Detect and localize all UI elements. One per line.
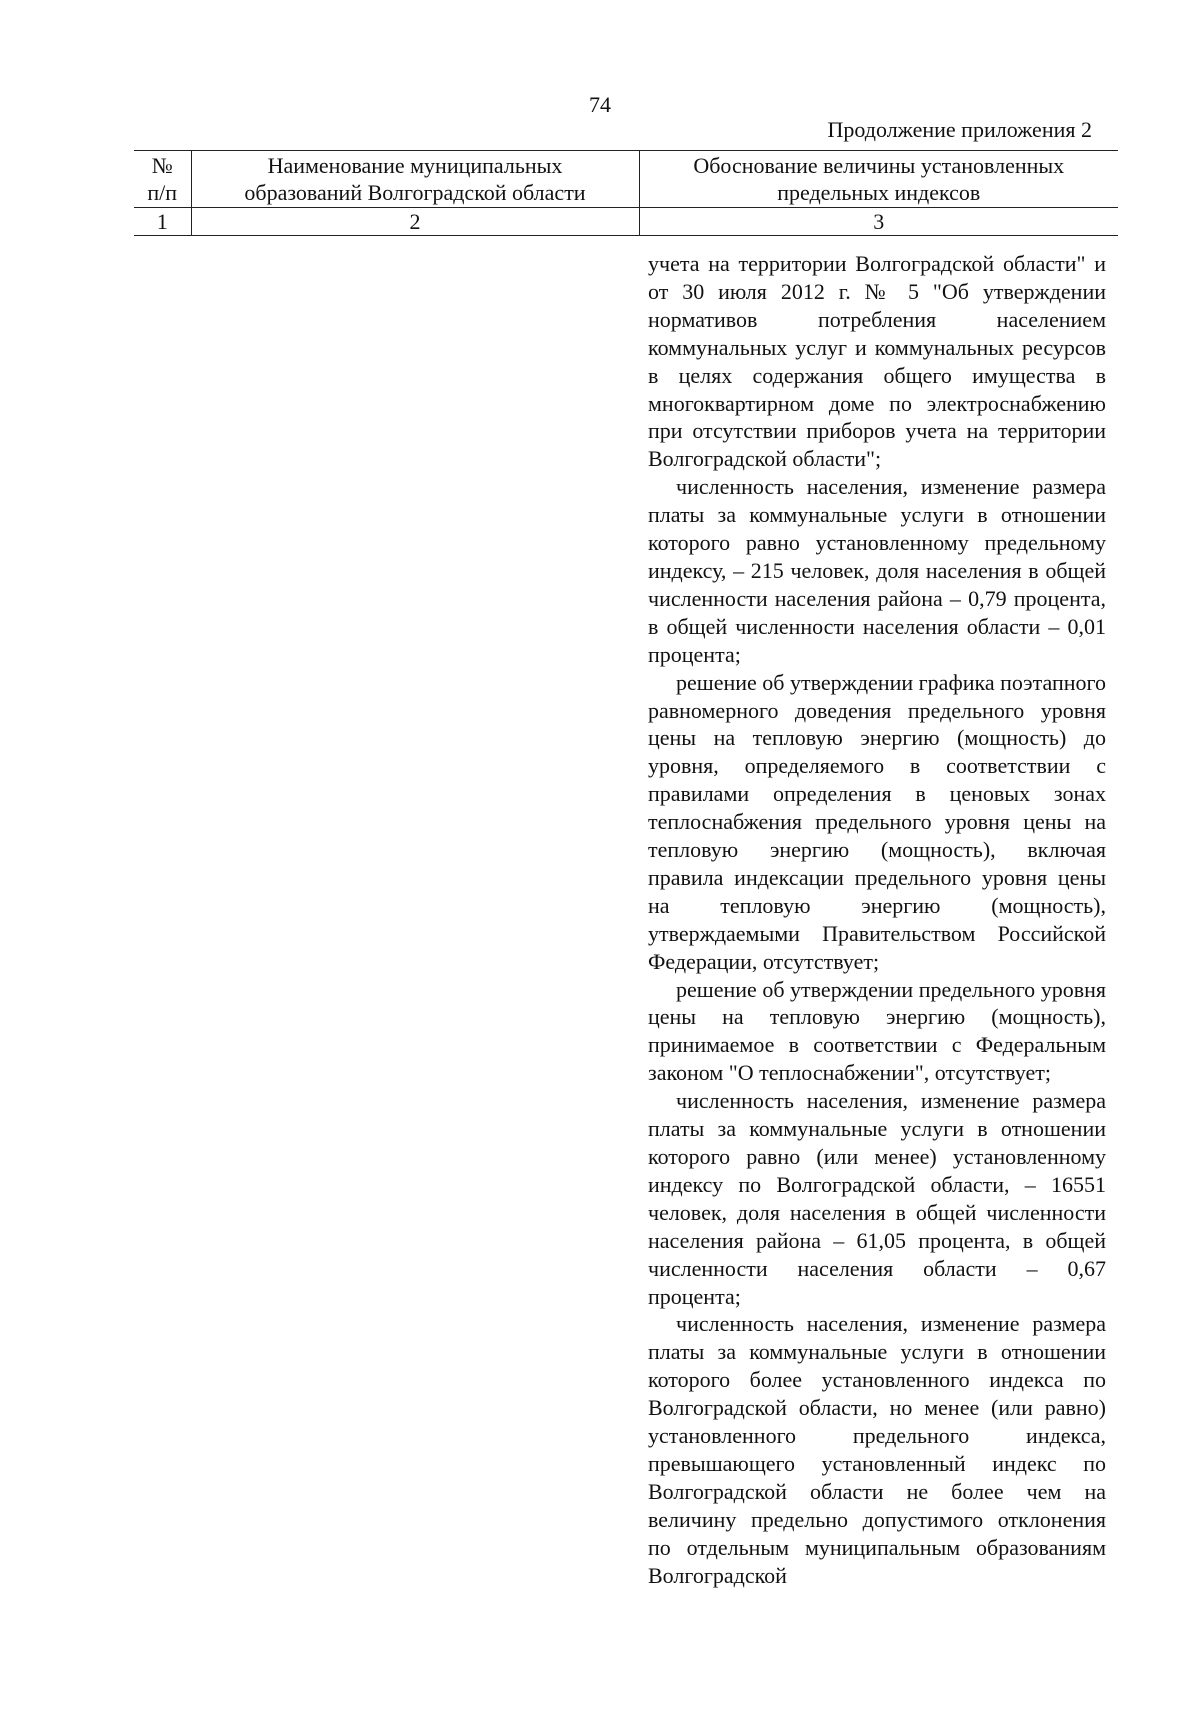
column-number-cell: 3 <box>639 208 1118 236</box>
header-cell-justification <box>639 151 1118 208</box>
document-table-header <box>134 150 1118 236</box>
column-number-cell: 1 <box>134 208 191 236</box>
header-cell-municipality <box>191 151 639 208</box>
header-cell-line: образований Волгоградской области <box>244 180 586 205</box>
paragraph: решение об утверждении предельного уровня цены на тепловую энергию (мощность), принимаемое в соответствии с Федеральным законом "О теплоснабжении", отсутствует; <box>648 976 1106 1086</box>
paragraph: учета на территории Волгоградской области" и от 30 июля 2012 г. № 5 "Об утверждении нормативов потребления населением коммунальных услуг и коммунальных ресурсов в целях содержания общего имущества в многоквартирном доме по электроснабжению при отсутствии приборов учета на территории Волгоградской области"; <box>648 251 1106 472</box>
paragraph: решение об утверждении графика поэтапного равномерного доведения предельного уровня цены на тепловую энергию (мощность) до уровня, определяемого в соответствии с правилами определения в ценовых зонах теплоснабжения предельного уровня цены на тепловую энергию (мощность), включая правила индексации предельного уровня цены на тепловую энергию (мощность), утверждаемыми Правительством Российской Федерации, отсутствует; <box>648 669 1106 974</box>
paragraph: численность населения, изменение размера платы за коммунальные услуги в отношении которого равно установленному предельному индексу, – 215 человек, доля населения в общей численности населения района – 0,79 процента, в общей численности населения области – 0,01 процента; <box>648 474 1106 667</box>
column-number-cell: 2 <box>191 208 639 236</box>
page-number: 74 <box>589 92 611 117</box>
header-cell-line: п/п <box>147 180 178 205</box>
justification-text <box>648 250 1106 1590</box>
header-cell-line: Обоснование величины установленных <box>693 153 1065 178</box>
header-cell-line: предельных индексов <box>777 180 981 205</box>
continuation-label: Продолжение приложения 2 <box>827 117 1092 142</box>
header-cell-number <box>134 151 191 208</box>
header-cell-line: Наименование муниципальных <box>267 153 563 178</box>
header-cell-line: № <box>151 153 173 178</box>
paragraph: численность населения, изменение размера платы за коммунальные услуги в отношении которого равно (или менее) установленному индексу по Волгоградской области, – 16551 человек, доля населения в общей численности населения района – 61,05 процента, в общей численности населения области – 0,67 процента; <box>648 1088 1106 1309</box>
paragraph: численность населения, изменение размера платы за коммунальные услуги в отношении которого более установленного индекса по Волгоградской области, но менее (или равно) установленного предельного индекса, превышающего установленный индекс по Волгоградской области не более чем на величину предельно допустимого отклонения по отдельным муниципальным образованиям Волгоградской <box>648 1311 1106 1588</box>
table-column-numbers-row <box>134 208 1118 236</box>
table-header-row <box>134 151 1118 208</box>
